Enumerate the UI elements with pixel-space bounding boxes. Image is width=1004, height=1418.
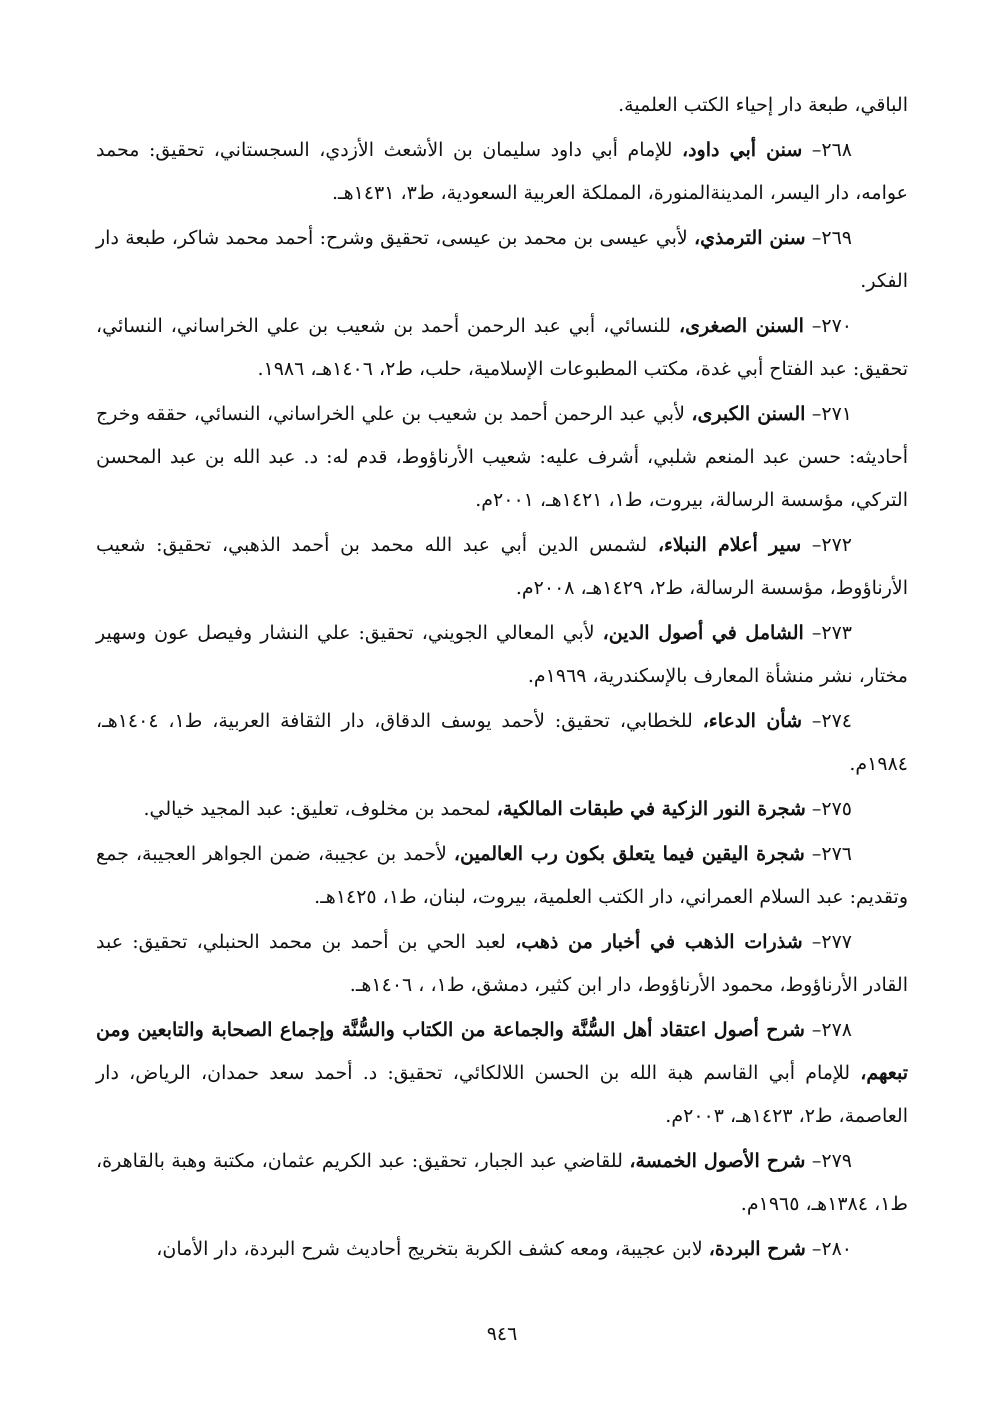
bibliography-entry [96,833,908,919]
entry-details: لأحمد بن عجيبة، ضمن الجواهر العجيبة، جمع وتقديم: عبد السلام العمراني، دار الكتب العلمية، بيروت، لبنان، ط١، ١٤٢٥هـ. [96,843,908,908]
entry-dash: – [811,931,822,953]
entry-number: ٢٧٣ [821,622,852,644]
entry-title: شأن الدعاء، [702,710,803,732]
entry-details: لشمس الدين أبي عبد الله محمد بن أحمد الذهبي، تحقيق: شعيب الأرناؤوط، مؤسسة الرسالة، ط٢، ١٤٢٩هـ، ٢٠٠٨م. [96,534,908,599]
page-number: ٩٤٦ [486,1323,518,1345]
entry-details: لأبي المعالي الجويني، تحقيق: علي النشار وفيصل عون وسهير مختار، نشر منشأة المعارف بالإسكندرية، ١٩٦٩م. [96,622,908,687]
entry-dash: – [811,227,822,249]
entry-details: للخطابي، تحقيق: لأحمد يوسف الدقاق، دار الثقافة العربية، ط١، ١٤٠٤هـ، ١٩٨٤م. [96,710,908,775]
entry-details: لأبي عيسى بن محمد بن عيسى، تحقيق وشرح: أحمد محمد شاكر، طبعة دار الفكر. [96,227,908,292]
entry-title: السنن الكبرى، [691,403,806,425]
bibliography-entry [96,129,908,215]
entry-dash: – [811,622,822,644]
continuation-text: الباقي، طبعة دار إحياء الكتب العلمية. [618,94,908,116]
bibliography-entry [96,217,908,303]
entry-title: شذرات الذهب في أخبار من ذهب، [515,931,803,953]
entry-dash: – [811,139,822,161]
entry-number: ٢٧٧ [821,931,852,953]
entry-number: ٢٧٩ [821,1150,852,1172]
entry-details: للنسائي، أبي عبد الرحمن أحمد بن شعيب بن علي الخراساني، النسائي، تحقيق: عبد الفتاح أبي غدة، مكتب المطبوعات الإسلامية، حلب، ط٢، ١٤٠٦هـ، ١٩٨٦. [96,315,908,380]
bibliography-entry [96,1140,908,1226]
bibliography-page [96,84,908,1273]
entry-title: شجرة اليقين فيما يتعلق بكون رب العالمين، [453,843,805,865]
entry-title: سير أعلام النبلاء، [657,534,802,556]
entry-dash: – [811,1150,822,1172]
entry-dash: – [811,1238,822,1260]
entry-details: للإمام أبي القاسم هبة الله بن الحسن اللالكائي، تحقيق: د. أحمد سعد حمدان، الرياض، دار العاصمة، ط٢، ١٤٢٣هـ، ٢٠٠٣م. [96,1062,908,1127]
entry-number: ٢٧٦ [821,843,852,865]
entry-dash: – [811,710,822,732]
entry-number: ٢٧٤ [821,710,853,732]
entry-number: ٢٦٩ [821,227,852,249]
entry-dash: – [811,1019,822,1041]
entry-details: لأبي عبد الرحمن أحمد بن شعيب بن علي الخراساني، النسائي، حققه وخرج أحاديثه: حسن عبد المنعم شلبي، أشرف عليه: شعيب الأرناؤوط، قدم له: د. عبد الله بن عبد المحسن التركي، مؤسسة الرسالة، بيروت، ط١، ١٤٢١هـ، ٢٠٠١م. [96,403,908,511]
entry-title: السنن الصغرى، [678,315,804,337]
bibliography-entry [96,393,908,522]
bibliography-entry [96,524,908,610]
entry-dash: – [811,843,822,865]
entry-dash: – [811,798,822,820]
entry-number: ٢٨٠ [821,1238,852,1260]
bibliography-entry [96,921,908,1007]
entry-details: لعبد الحي بن أحمد بن محمد الحنبلي، تحقيق: عبد القادر الأرناؤوط، محمود الأرناؤوط، دار ابن كثير، دمشق، ط١، ، ١٤٠٦هـ. [96,931,908,996]
entry-details: للإمام أبي داود سليمان بن الأشعث الأزدي، السجستاني، تحقيق: محمد عوامه، دار اليسر، المدينةالمنورة، المملكة العربية السعودية، ط٣، ١٤٣١هـ. [96,139,908,204]
entry-details: لابن عجيبة، ومعه كشف الكربة بتخريج أحاديث شرح البردة، دار الأمان، [156,1238,709,1260]
bibliography-entry [96,1009,908,1138]
entry-number: ٢٧٨ [821,1019,852,1041]
entry-number: ٢٧١ [821,403,852,425]
entry-number: ٢٦٨ [821,139,852,161]
entry-title: سنن الترمذي، [694,227,806,249]
entry-dash: – [811,403,822,425]
bibliography-entry [96,305,908,391]
continuation-paragraph [96,84,908,127]
entry-title: شرح الأصول الخمسة، [629,1150,806,1172]
entry-title: شرح أصول اعتقاد أهل السُّنَّة والجماعة من الكتاب والسُّنَّة وإجماع الصحابة والتابعين ومن تبعهم، [96,1019,908,1084]
entry-title: شجرة النور الزكية في طبقات المالكية، [496,798,806,820]
entry-title: الشامل في أصول الدين، [602,622,804,644]
entry-title: شرح البردة، [708,1238,806,1260]
entry-number: ٢٧٠ [821,315,852,337]
entry-details: للقاضي عبد الجبار، تحقيق: عبد الكريم عثمان، مكتبة وهبة بالقاهرة، ط١، ١٣٨٤هـ، ١٩٦٥م. [96,1150,908,1215]
bibliography-entry [96,1228,908,1271]
entry-number: ٢٧٢ [821,534,852,556]
entry-dash: – [811,315,822,337]
entry-number: ٢٧٥ [821,798,852,820]
bibliography-entry [96,700,908,786]
entry-title: سنن أبي داود، [681,139,803,161]
bibliography-entry [96,612,908,698]
entry-details: لمحمد بن مخلوف، تعليق: عبد المجيد خيالي. [143,798,497,820]
entry-dash: – [811,534,822,556]
bibliography-entry [96,788,908,831]
